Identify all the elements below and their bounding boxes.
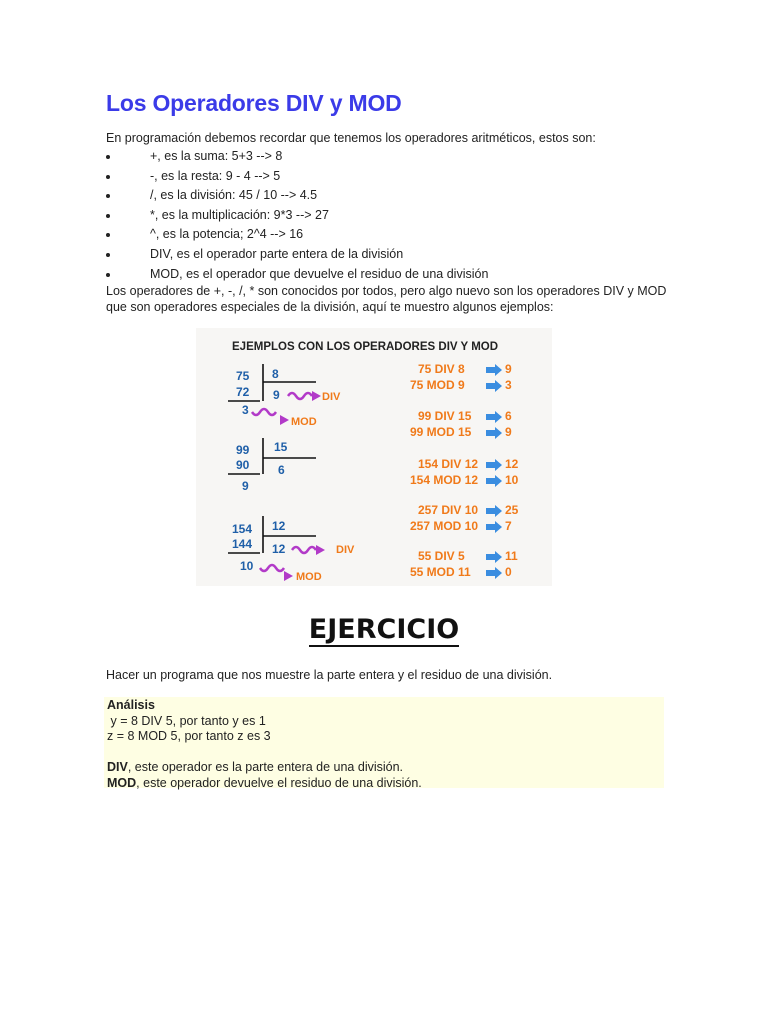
product: 90 (236, 458, 250, 472)
example-expression: 55 DIV 5 (418, 549, 465, 563)
div-definition (107, 760, 661, 776)
list-item: *, es la multiplicación: 9*3 --> 27 (106, 206, 488, 226)
division-2 (228, 438, 316, 493)
arrow-right-icon (486, 475, 502, 487)
analysis-line: z = 8 MOD 5, por tanto z es 3 (107, 729, 271, 743)
wave-arrow-icon (260, 565, 284, 571)
mod-label: MOD (291, 416, 317, 428)
exercise-task: Hacer un programa que nos muestre la parte entera y el residuo de una división. (106, 668, 553, 682)
division-1 (228, 364, 341, 428)
wave-arrow-icon (252, 409, 276, 415)
div-label: DIV (336, 544, 355, 556)
example-expression: 75 MOD 9 (410, 378, 465, 392)
arrow-right-icon (486, 551, 502, 563)
divisor: 8 (272, 367, 279, 381)
analysis-line: y = 8 DIV 5, por tanto y es 1 (107, 713, 266, 728)
list-item: ^, es la potencia; 2^4 --> 16 (106, 225, 488, 245)
operator-list (106, 147, 488, 284)
example-result: 25 (505, 503, 519, 517)
arrow-right-icon (486, 427, 502, 439)
remainder: 9 (242, 479, 249, 493)
example-result: 6 (505, 409, 512, 423)
examples-diagram (196, 328, 552, 586)
list-item: /, es la división: 45 / 10 --> 4.5 (106, 186, 488, 206)
arrow-right-icon (486, 411, 502, 423)
example-expression: 99 MOD 15 (410, 425, 472, 439)
bullet-icon (106, 273, 110, 277)
wave-arrow-icon (288, 393, 312, 399)
example-result: 9 (505, 425, 512, 439)
remainder: 10 (240, 559, 254, 573)
bullet-icon (106, 214, 110, 218)
example-result: 0 (505, 565, 512, 579)
page-title: Los Operadores DIV y MOD (106, 90, 402, 116)
arrow-head-icon (280, 415, 289, 425)
arrow-head-icon (312, 391, 321, 401)
mod-definition (107, 776, 661, 792)
bullet-icon (106, 253, 110, 257)
arrow-right-icon (486, 459, 502, 471)
examples-figure (196, 328, 552, 586)
dividend: 75 (236, 369, 250, 383)
division-3 (228, 516, 355, 583)
bullet-icon (106, 155, 110, 159)
example-result: 11 (505, 549, 518, 563)
example-expression: 154 MOD 12 (410, 473, 479, 487)
remainder: 3 (242, 403, 249, 417)
example-expression: 257 DIV 10 (418, 503, 479, 517)
example-result: 9 (505, 362, 512, 376)
bullet-icon (106, 233, 110, 237)
list-item: MOD, es el operador que devuelve el residuo de una división (106, 265, 488, 285)
intro-text: En programación debemos recordar que tenemos los operadores aritméticos, estos son: (106, 131, 596, 145)
dividend: 154 (232, 522, 253, 536)
arrow-head-icon (316, 545, 325, 555)
bullet-icon (106, 175, 110, 179)
wave-arrow-icon (292, 547, 316, 553)
list-item: DIV, es el operador parte entera de la división (106, 245, 488, 265)
dividend: 99 (236, 443, 250, 457)
example-result: 12 (505, 457, 519, 471)
quotient: 12 (272, 542, 286, 556)
example-result: 7 (505, 519, 512, 533)
product: 72 (236, 385, 250, 399)
list-item: +, es la suma: 5+3 --> 8 (106, 147, 488, 167)
bullet-icon (106, 194, 110, 198)
mod-label: MOD (296, 571, 322, 583)
quotient: 6 (278, 463, 285, 477)
analysis-label: Análisis (107, 698, 155, 712)
example-expression: 55 MOD 11 (410, 565, 471, 579)
example-expression: 257 MOD 10 (410, 519, 479, 533)
example-expression: 75 DIV 8 (418, 362, 465, 376)
div-label: DIV (322, 391, 341, 403)
explanation-paragraph: Los operadores de +, -, /, * son conocidos por todos, pero algo nuevo son los operadores DIV y MOD que son operadores especiales de la división, aquí te muestro algunos ejemplos: (106, 284, 667, 314)
div-term: DIV (107, 760, 128, 774)
list-item: -, es la resta: 9 - 4 --> 5 (106, 167, 488, 187)
arrow-right-icon (486, 380, 502, 392)
figure-heading: EJEMPLOS CON LOS OPERADORES DIV Y MOD (232, 341, 499, 353)
divisor: 15 (274, 440, 288, 454)
example-expression: 154 DIV 12 (418, 457, 479, 471)
analysis-blank (107, 745, 661, 761)
example-result: 10 (505, 473, 519, 487)
arrow-right-icon (486, 521, 502, 533)
examples-list (410, 362, 519, 579)
product: 144 (232, 537, 253, 551)
example-expression: 99 DIV 15 (418, 409, 472, 423)
arrow-right-icon (486, 567, 502, 579)
arrow-right-icon (486, 505, 502, 517)
analysis-box (104, 697, 664, 788)
divisor: 12 (272, 519, 286, 533)
exercise-heading: EJERCICIO (308, 614, 460, 645)
div-description: , este operador es la parte entera de una división. (127, 760, 404, 774)
mod-description: , este operador devuelve el residuo de una división. (136, 775, 422, 790)
arrow-right-icon (486, 364, 502, 376)
example-result: 3 (505, 378, 512, 392)
quotient: 9 (273, 388, 280, 402)
arrow-head-icon (284, 571, 293, 581)
mod-term: MOD (107, 775, 137, 790)
